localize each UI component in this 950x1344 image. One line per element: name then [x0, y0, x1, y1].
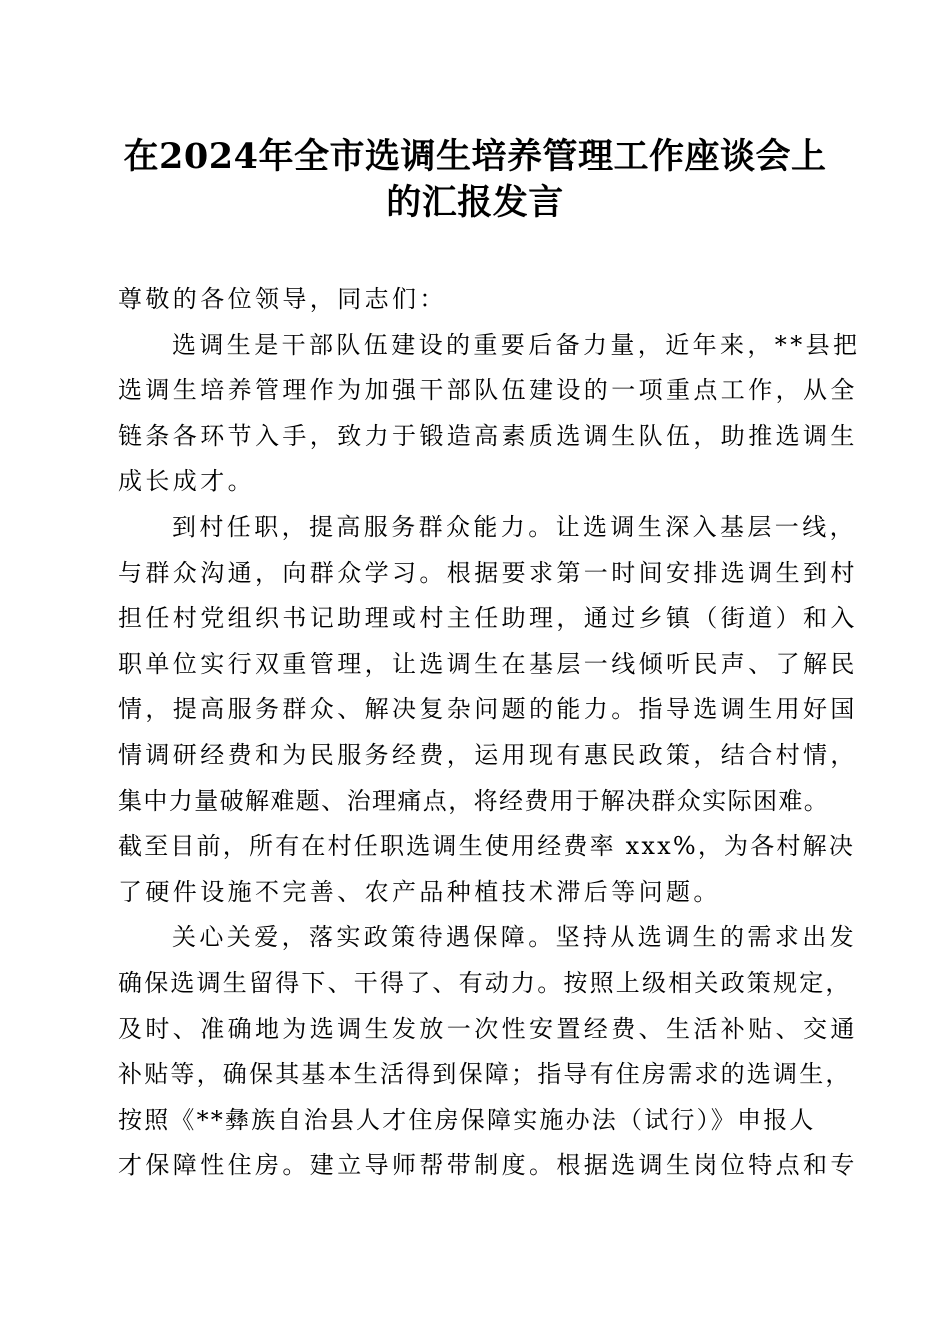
title-line-2: 的汇报发言	[386, 182, 564, 223]
paragraph-2-line-3: 担任村党组织书记助理或村主任助理，通过乡镇（街道）和入	[118, 604, 858, 633]
paragraph-2-line-8: 截至目前，所有在村任职选调生使用经费率 xxx%，为各村解决	[118, 832, 856, 861]
paragraph-1-line-4: 成长成才。	[118, 467, 255, 496]
salutation: 尊敬的各位领导，同志们：	[118, 285, 447, 313]
paragraph-1-line-1: 选调生是干部队伍建设的重要后备力量，近年来，**县把	[172, 330, 861, 359]
paragraph-3-line-5: 按照《**彝族自治县人才住房保障实施办法（试行）》申报人	[118, 1105, 816, 1134]
title-line-1: 在2024年全市选调生培养管理工作座谈会上	[123, 136, 827, 177]
paragraph-2-line-5: 情，提高服务群众、解决复杂问题的能力。指导选调生用好国	[118, 695, 858, 724]
paragraph-2-line-7: 集中力量破解难题、治理痛点，将经费用于解决群众实际困难。	[118, 786, 830, 815]
paragraph-2-line-9: 了硬件设施不完善、农产品种植技术滞后等问题。	[118, 877, 721, 906]
paragraph-2-line-1: 到村任职，提高服务群众能力。让选调生深入基层一线，	[172, 512, 857, 541]
paragraph-2-line-2: 与群众沟通，向群众学习。根据要求第一时间安排选调生到村	[118, 558, 858, 587]
paragraph-3-line-4: 补贴等，确保其基本生活得到保障；指导有住房需求的选调生，	[118, 1060, 852, 1089]
paragraph-3-line-6: 才保障性住房。建立导师帮带制度。根据选调生岗位特点和专	[118, 1151, 858, 1180]
paragraph-2-line-6: 情调研经费和为民服务经费，运用现有惠民政策，结合村情，	[118, 740, 858, 769]
paragraph-3-line-2: 确保选调生留得下、干得了、有动力。按照上级相关政策规定，	[118, 968, 852, 997]
paragraph-1-line-3: 链条各环节入手，致力于锻造高素质选调生队伍，助推选调生	[118, 421, 858, 450]
paragraph-3-line-3: 及时、准确地为选调生发放一次性安置经费、生活补贴、交通	[118, 1014, 858, 1043]
paragraph-3-line-1: 关心关爱，落实政策待遇保障。坚持从选调生的需求出发	[172, 923, 857, 952]
document-body	[118, 282, 861, 1194]
document-title	[118, 134, 832, 226]
paragraph-1-line-2: 选调生培养管理作为加强干部队伍建设的一项重点工作，从全	[118, 376, 858, 405]
paragraph-2-line-4: 职单位实行双重管理，让选调生在基层一线倾听民声、了解民	[118, 649, 858, 678]
